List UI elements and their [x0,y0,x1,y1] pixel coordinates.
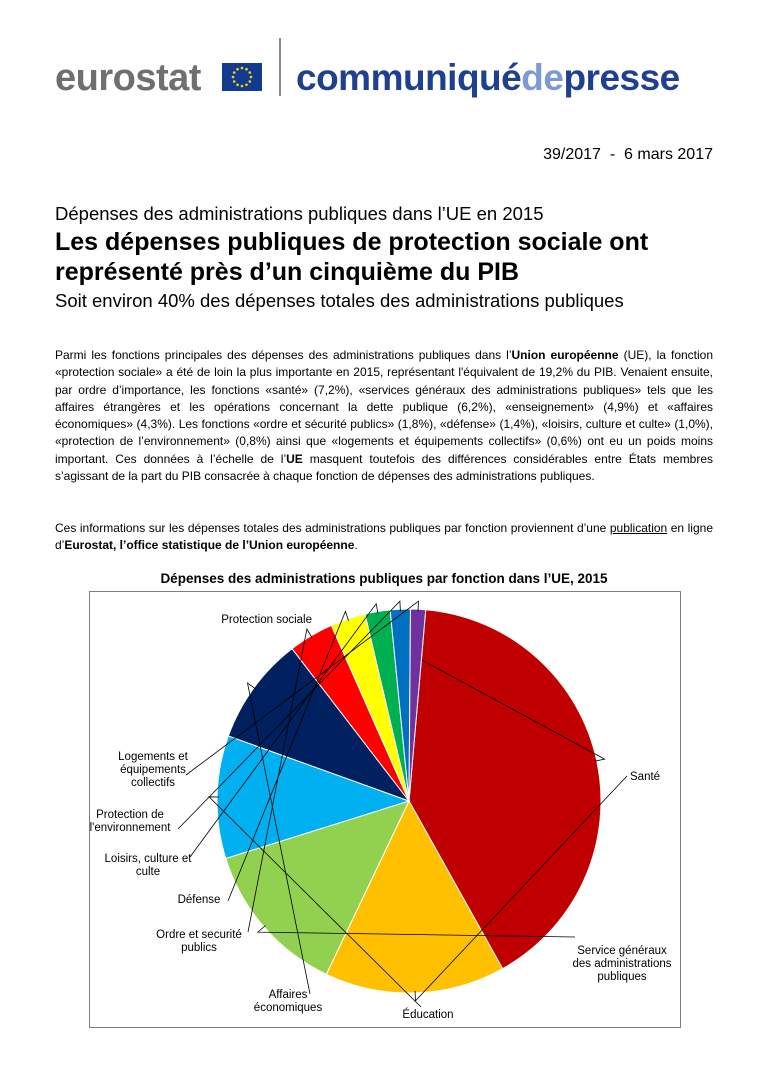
pie-label-3: Service généraux des administrations publiques [572,945,672,983]
pie-label-2: Santé [630,771,661,783]
pie-label-6: Ordre et securité publics [156,929,242,954]
header [0,0,768,120]
pie-chart-frame [89,591,681,1028]
pie-label-10: Logements et équipements collectifs [118,751,188,789]
kicker-title: Dépenses des administrations publiques dans l’UE en 2015 [55,203,544,224]
p1-text-2: (UE), la fonction «protection sociale» a été de loin la plus importante en 2015, représentant l'équivalent de 19,2% du PIB. Venaient ensuite, par ordre d’importance, les fonctions «santé» (7,2%), «services généraux des administrations publiques» tels que les affaires étrangères et les opérations concernant la dette publique (6,2%), «enseignement» (4,9%) et «affaires économiques» (4,3%). Les fonctions «ordre et sécurité publics» (1,8%), «défense» (1,4%), «loisirs, culture et culte» (1,0%), «protection de l’environnement» (0,8%) ainsi que «logements et équipements collectifs» (0,6%) ont eu un poids moins important. Ces données à l’échelle de l’ [55,348,714,466]
pie-label-9: Protection de l'environnement [90,809,171,834]
p2-text-1: Ces informations sur les dépenses totales des administrations publiques par fonction proviennent d’une [55,521,610,535]
p1-bold-2: UE [286,451,303,466]
subheadline: Soit environ 40% des dépenses totales des administrations publiques [55,290,624,311]
eu-flag-icon [222,63,262,91]
logo-cp-part2: de [521,57,564,98]
p1-text-3: masquent toutefois des différences considérables entre États membres s’agissant de la part du PIB consacrée à chaque fonction de dépenses des administrations publiques. [55,451,713,484]
body-paragraph-2 [55,520,713,555]
p1-bold-1: Union européenne [511,348,619,362]
body-paragraph-1 [55,347,713,485]
header-divider [279,38,281,96]
p2-bold-1: Eurostat, l’office statistique de l’Union européenne [64,538,355,553]
publication-link[interactable]: publication [609,521,668,535]
p2-text-2: en ligne d’ [55,521,713,553]
eurostat-logo: eurostat [55,57,201,99]
logo-cp-part3: presse [563,57,680,98]
pie-label-8: Loisirs, culture et culte [104,853,192,878]
logo-cp-part1: communiqué [296,57,522,98]
pie-label-4: Éducation [402,1009,454,1021]
p2-text-3: . [354,538,358,553]
pie-label-7: Défense [177,894,221,906]
release-reference: 39/2017 - 6 mars 2017 [543,146,713,163]
pie-label-5: Affaires économiques [253,989,323,1014]
headline: Les dépenses publiques de protection sociale ont représenté près d’un cinquième du PIB [55,228,649,286]
pie-chart [90,592,680,1027]
chart-title: Dépenses des administrations publiques par fonction dans l’UE, 2015 [160,571,608,586]
communique-de-presse-logo [296,55,680,101]
p1-text-1: Parmi les fonctions principales des dépenses des administrations publiques dans l’ [55,348,512,362]
pie-label-1: Protection sociale [221,614,312,626]
